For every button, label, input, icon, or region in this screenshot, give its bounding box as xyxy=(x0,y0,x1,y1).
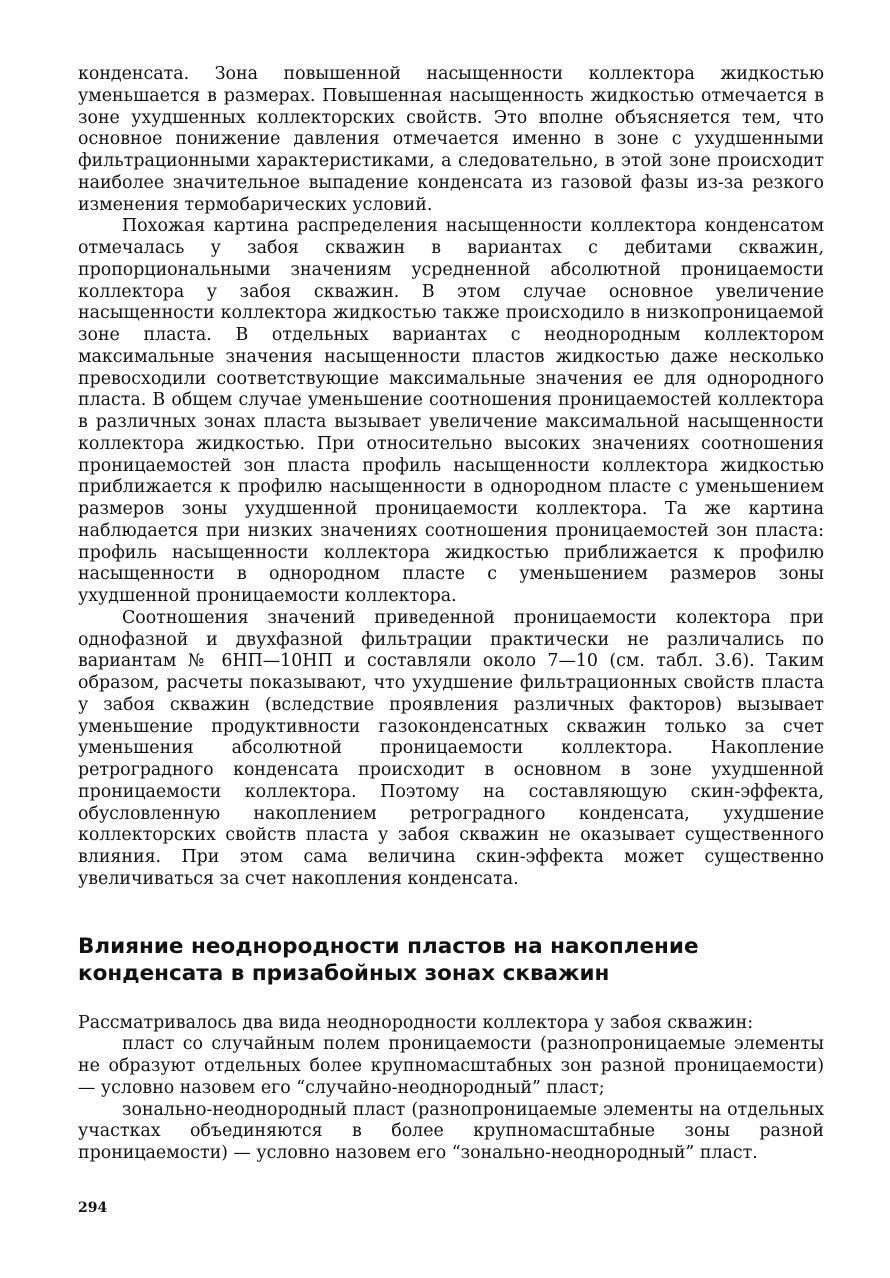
page-number: 294 xyxy=(78,1200,108,1216)
list-item-random-heterogeneous: пласт со случайным полем проницаемости (разнопроницаемые элементы не образуют отдельных более крупномасштабных зон разной проницаемости) — условно назовем его “случайно-неоднородный” пласт; xyxy=(78,1034,824,1098)
section-lead: Рассматривалось два вида неоднородности коллектора у забоя скважин: xyxy=(78,1012,754,1033)
paragraph-saturation-picture: Похожая картина распределения насыщенности коллектора конденсатом отмечалась у забоя скважин в вариантах с дебитами скважин, пропорциональными значениям усредненной абсолютной проницаемости коллектора у забоя скважин. В этом случае основное увеличение насыщенности коллектора жидкостью также происходило в низкопроницаемой зоне пласта. В отдельных вариантах с неоднородным коллектором максимальные значения насыщенности пластов жидкостью даже несколько превосходили соответствующие максимальные значения ее для однородного пласта. В общем случае уменьшение соотношения проницаемостей коллектора в различных зонах пласта вызывает увеличение максимальной насыщенности коллектора жидкостью. При относительно высоких значениях соотношения проницаемостей зон пласта профиль насыщенности коллектора жидкостью приближается к профилю насыщенности в однородном пласте с уменьшением размеров зоны ухудшенной проницаемости коллектора. Та же картина наблюдается при низких значениях соотношения проницаемостей зон пласта: профиль насыщенности коллектора жидкостью приближается к профилю насыщенности в однородном пласте с уменьшением размеров зоны ухудшенной проницаемости коллектора. xyxy=(78,216,824,606)
list-item-zonal-heterogeneous: зонально-неоднородный пласт (разнопроницаемые элементы на отдельных участках объединяются в более крупномасштабные зоны разной проницаемости) — условно назовем его “зонально-неоднородный” пласт. xyxy=(78,1099,824,1163)
section-heading: Влияние неоднородности пластов на накопление конденсата в призабойных зонах скважин xyxy=(78,933,699,986)
paragraph-continuation: конденсата. Зона повышенной насыщенности коллектора жидкостью уменьшается в размерах. Повышенная насыщенность жидкостью отмечается в зоне ухудшенных коллекторских свойств. Это вполне объясняется тем, что основное понижение давления отмечается именно в зоне с ухудшенными фильтрационными характеристиками, а следовательно, в этой зоне происходит наиболее значительное выпадение конденсата из газовой фазы из-за резкого изменения термобарических условий. xyxy=(78,64,824,215)
paragraph-permeability-ratio: Соотношения значений приведенной проницаемости колектора при однофазной и двухфазной фильтрации практически не различались по вариантам № 6НП—10НП и составляли около 7—10 (см. табл. 3.6). Таким образом, расчеты показывают, что ухудшение фильтрационных свойств пласта у забоя скважин (вследствие проявления различных факторов) вызывает уменьшение продуктивности газоконденсатных скважин только за счет уменьшения абсолютной проницаемости коллектора. Накопление ретроградного конденсата происходит в основном в зоне ухудшенной проницаемости коллектора. Поэтому на составляющую скин-эффекта, обусловленную накоплением ретроградного конденсата, ухудшение коллекторских свойств пласта у забоя скважин не оказывает существенного влияния. При этом сама величина скин-эффекта может существенно увеличиваться за счет накопления конденсата. xyxy=(78,607,824,889)
page-body xyxy=(78,64,824,1165)
